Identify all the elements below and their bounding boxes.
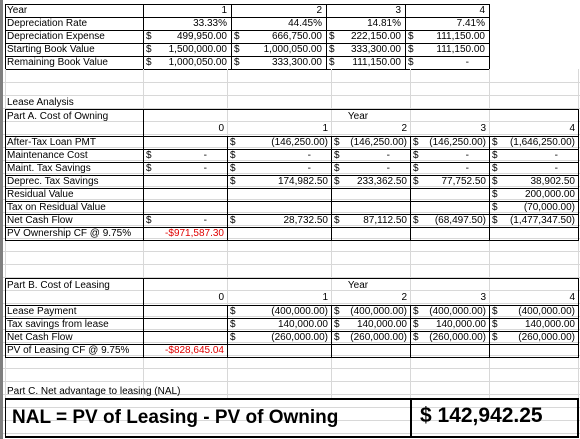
currency-symbol: $ (492, 163, 498, 174)
currency-symbol: $ (408, 44, 414, 55)
part_b-row-label: Lease Payment (7, 306, 77, 317)
top-table-cell[interactable]: 222,150.00 (350, 31, 401, 42)
part_b-cell[interactable]: (260,000.00) (350, 332, 407, 343)
currency-symbol: $ (492, 150, 498, 161)
top-table-cell[interactable]: 111,150.00 (352, 57, 401, 68)
top-table-cell[interactable]: 1 (221, 5, 227, 16)
part_b-row-label: PV of Leasing CF @ 9.75% (7, 345, 130, 356)
top-table-row-label: Year (7, 5, 28, 16)
part_a-cell[interactable]: 233,362.50 (356, 176, 407, 187)
currency-symbol: $ (146, 57, 152, 68)
part_b-cell[interactable]: 140,000.00 (277, 319, 328, 330)
part_a-cell[interactable]: - (203, 163, 207, 174)
part_a-cell[interactable]: - (465, 150, 469, 161)
currency-symbol: $ (230, 319, 236, 330)
top-table-cell[interactable]: 666,750.00 (271, 31, 322, 42)
currency-symbol: $ (408, 31, 414, 42)
part_a-cell[interactable]: 28,732.50 (283, 215, 328, 226)
currency-symbol: $ (146, 44, 152, 55)
part_a-cell[interactable]: - (386, 163, 390, 174)
grid-line (3, 82, 580, 83)
part_a-cell[interactable]: - (307, 150, 311, 161)
top-table-row-label: Starting Book Value (7, 44, 95, 55)
currency-symbol: $ (230, 176, 236, 187)
part_a-cell[interactable]: (1,646,250.00) (509, 137, 575, 148)
part_a-title: Part A. Cost of Owning (7, 111, 109, 122)
currency-symbol: $ (408, 57, 414, 68)
top-table-cell[interactable]: - (465, 57, 469, 68)
part_b-year-cell: 0 (218, 292, 224, 303)
currency-symbol: $ (492, 176, 498, 187)
top-table-vline (405, 4, 406, 69)
grid-line (3, 264, 580, 265)
currency-symbol: $ (230, 137, 236, 148)
part_b-col-vline (489, 305, 490, 357)
part_a-cell[interactable]: (1,477,347.50) (509, 215, 575, 226)
part_b-cell[interactable]: (400,000.00) (350, 306, 407, 317)
top-table-cell[interactable]: 4 (479, 5, 485, 16)
part_b-col-vline (410, 305, 411, 357)
part_b-cell[interactable]: -$828,645.04 (165, 345, 224, 356)
part_a-col-vline (227, 136, 228, 240)
currency-symbol: $ (334, 176, 340, 187)
part_b-cell[interactable]: (260,000.00) (271, 332, 328, 343)
top-table-cell[interactable]: 33.33% (193, 18, 227, 29)
currency-symbol: $ (492, 332, 498, 343)
part_b-year-cell: 1 (322, 292, 328, 303)
part_a-cell[interactable]: - (307, 163, 311, 174)
part_a-cell[interactable]: 200,000.00 (524, 189, 575, 200)
grid-line (3, 95, 580, 96)
grid-line (3, 433, 580, 434)
part-c-box-top (5, 398, 579, 400)
part_a-row-label: Maintenance Cost (7, 150, 88, 161)
part_a-year-header: Year (347, 111, 369, 122)
part_b-col-vline (227, 305, 228, 357)
currency-symbol: $ (234, 31, 240, 42)
part_b-row-label: Tax savings from lease (7, 319, 109, 330)
part_a-row-label: Residual Value (7, 189, 74, 200)
part_a-cell[interactable]: - (203, 150, 207, 161)
top-table-vline (5, 4, 6, 69)
currency-symbol: $ (234, 57, 240, 68)
top-table-cell[interactable]: 2 (316, 5, 322, 16)
lease-analysis-title: Lease Analysis (7, 97, 74, 108)
currency-symbol: $ (234, 44, 240, 55)
currency-symbol: $ (413, 150, 419, 161)
part_b-box-top (5, 278, 579, 279)
top-table-cell[interactable]: 333,300.00 (271, 57, 322, 68)
currency-symbol: $ (329, 31, 335, 42)
part_a-col-vline (331, 136, 332, 240)
part_b-year-cell: 4 (569, 292, 575, 303)
part_b-cell[interactable]: 140,000.00 (356, 319, 407, 330)
top-table-hline (5, 69, 489, 70)
part_b-cell[interactable]: (400,000.00) (429, 306, 486, 317)
currency-symbol: $ (230, 332, 236, 343)
part_b-cell[interactable]: (260,000.00) (429, 332, 486, 343)
top-table-cell[interactable]: 3 (395, 5, 401, 16)
currency-symbol: $ (492, 319, 498, 330)
part_a-cell[interactable]: - (386, 150, 390, 161)
currency-symbol: $ (334, 215, 340, 226)
currency-symbol: $ (146, 163, 152, 174)
top-table-cell[interactable]: 44.45% (288, 18, 322, 29)
currency-symbol: $ (230, 163, 236, 174)
currency-symbol: $ (413, 306, 419, 317)
currency-symbol: $ (334, 150, 340, 161)
part-c-box-mid (410, 398, 412, 438)
grid-line (3, 381, 580, 382)
currency-symbol: $ (492, 202, 498, 213)
currency-symbol: $ (492, 306, 498, 317)
part_b-cell[interactable]: 140,000.00 (524, 319, 575, 330)
currency-symbol: $ (413, 163, 419, 174)
part_a-cell[interactable]: - (554, 163, 558, 174)
part_a-cell[interactable]: - (465, 163, 469, 174)
currency-symbol: $ (334, 319, 340, 330)
part_a-box-bottom (5, 240, 579, 241)
currency-symbol: $ (334, 137, 340, 148)
top-table-cell[interactable]: 111,150.00 (436, 44, 485, 55)
top-table-cell[interactable]: 333,300.00 (350, 44, 401, 55)
top-table-cell[interactable]: 111,150.00 (436, 31, 485, 42)
top-table-cell[interactable]: 7.41% (456, 18, 485, 29)
top-table-vline (143, 4, 144, 69)
part_a-cell[interactable]: 174,982.50 (277, 176, 328, 187)
part_a-row-label: PV Ownership CF @ 9.75% (7, 228, 132, 239)
top-table-vline (231, 4, 232, 69)
part_a-year-cell: 3 (480, 123, 486, 134)
currency-symbol: $ (413, 176, 419, 187)
part_a-row-label: After-Tax Loan PMT (7, 137, 96, 148)
part_a-box-top (5, 109, 579, 110)
currency-symbol: $ (329, 57, 335, 68)
nal-formula: NAL = PV of Leasing - PV of Owning (12, 407, 339, 428)
top-table-row-label: Depreciation Expense (7, 31, 105, 42)
part-c-box-right (577, 398, 579, 438)
part_a-cell[interactable]: 77,752.50 (441, 176, 486, 187)
currency-symbol: $ (492, 215, 498, 226)
part_b-year-cell: 2 (401, 292, 407, 303)
currency-symbol: $ (230, 306, 236, 317)
currency-symbol: $ (413, 332, 419, 343)
part-c-title: Part C. Net advantage to leasing (NAL) (7, 386, 181, 397)
top-table-cell[interactable]: 1,500,000.00 (168, 44, 227, 55)
part_a-year-cell: 4 (569, 123, 575, 134)
row-header-edge (0, 0, 3, 439)
part_a-cell[interactable]: 87,112.50 (363, 215, 407, 226)
currency-symbol: $ (413, 319, 419, 330)
currency-symbol: $ (492, 137, 498, 148)
currency-symbol: $ (146, 150, 152, 161)
part_b-title: Part B. Cost of Leasing (7, 280, 110, 291)
part_a-row-label: Net Cash Flow (7, 215, 73, 226)
top-table-cell[interactable]: 499,950.00 (176, 31, 227, 42)
currency-symbol: $ (413, 137, 419, 148)
part_b-year-cell: 3 (480, 292, 486, 303)
grid-line (3, 251, 580, 252)
part_a-cell[interactable]: (146,250.00) (429, 137, 486, 148)
part_a-year-cell: 2 (401, 123, 407, 134)
part_b-box-bottom (5, 357, 579, 358)
part_a-row-label: Maint. Tax Savings (7, 163, 91, 174)
top-table-vline (326, 4, 327, 69)
part_b-col-vline (331, 305, 332, 357)
part_b-year-header: Year (347, 280, 369, 291)
part_a-row-label: Tax on Residual Value (7, 202, 106, 213)
part_a-col-vline (489, 136, 490, 240)
currency-symbol: $ (230, 215, 236, 226)
part_a-cell[interactable]: - (554, 150, 558, 161)
part_a-row-label: Deprec. Tax Savings (7, 176, 99, 187)
part_a-cell[interactable]: -$971,587.30 (165, 228, 224, 239)
part_a-cell[interactable]: (68,497.50) (434, 215, 486, 226)
part-c-box-left (5, 398, 6, 438)
part_a-year-cell: 0 (218, 123, 224, 134)
currency-symbol: $ (334, 163, 340, 174)
top-table-row-label: Remaining Book Value (7, 57, 108, 68)
part_b-cell[interactable]: (400,000.00) (518, 306, 575, 317)
top-table-cell[interactable]: 1,000,050.00 (263, 44, 322, 55)
currency-symbol: $ (329, 44, 335, 55)
currency-symbol: $ (146, 31, 152, 42)
top-table-row-label: Depreciation Rate (7, 18, 88, 29)
part-c-box-bottom (5, 436, 579, 438)
part_b-cell[interactable]: (260,000.00) (518, 332, 575, 343)
currency-symbol: $ (413, 215, 419, 226)
nal-result[interactable]: $ 142,942.25 (420, 404, 543, 427)
part_b-cell[interactable]: (400,000.00) (271, 306, 328, 317)
grid-line (3, 368, 580, 369)
top-table-vline (489, 4, 490, 69)
part_a-cell[interactable]: (146,250.00) (350, 137, 407, 148)
currency-symbol: $ (230, 150, 236, 161)
currency-symbol: $ (146, 215, 152, 226)
part_a-cell[interactable]: (146,250.00) (271, 137, 328, 148)
part_a-cell[interactable]: - (203, 215, 207, 226)
part_a-cell[interactable]: (70,000.00) (523, 202, 575, 213)
part_a-cell[interactable]: 38,902.50 (530, 176, 575, 187)
part_a-col-vline (410, 136, 411, 240)
part_b-row-label: Net Cash Flow (7, 332, 73, 343)
part_a-year-cell: 1 (322, 123, 328, 134)
currency-symbol: $ (492, 189, 498, 200)
currency-symbol: $ (334, 306, 340, 317)
top-table-cell[interactable]: 1,000,050.00 (168, 57, 227, 68)
part_b-cell[interactable]: 140,000.00 (435, 319, 486, 330)
top-table-cell[interactable]: 14.81% (367, 18, 401, 29)
currency-symbol: $ (334, 332, 340, 343)
